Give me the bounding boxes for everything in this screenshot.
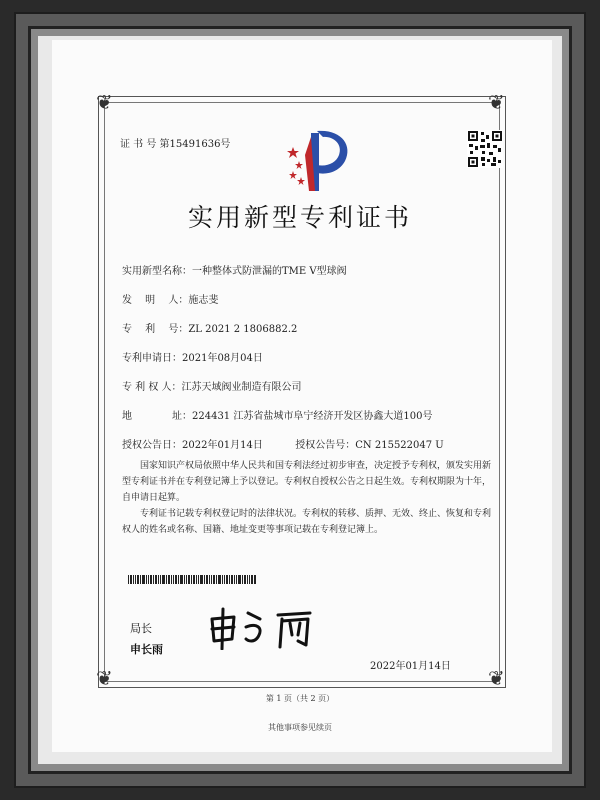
announce-date-label: 授权公告日： [122,440,182,451]
issue-date: 2022年01月14日 [370,661,451,672]
field-label: 发 明 人： [122,295,189,306]
statement-paragraph: 国家知识产权局依照中华人民共和国专利法经过初步审查，决定授予专利权，颁发实用新型专利证书并在专利登记簿上予以登记。专利权自授权公告之日起生效。专利权期限为十年，自申请日起算。 [122,461,492,503]
announce-date-value: 2022年01月14日 [182,440,263,451]
field-label: 专 利 权 人： [122,382,182,393]
announcement-row [122,436,444,451]
field-patentee [122,378,302,393]
field-value: 一种整体式防泄漏的TME V型球阀 [192,266,347,277]
field-label: 专 利 号： [122,324,189,335]
field-utility-model-name [122,262,347,277]
footer-note: 其他事项参见续页 [268,723,332,732]
qr-code-icon [467,130,503,168]
corner-ornament: ❦ [488,666,505,690]
certificate-number: 证 书 号 第15491636号 [120,139,231,150]
corner-ornament: ❦ [96,666,113,690]
field-value: 2021年08月04日 [182,353,263,364]
page-indicator: 第 1 页（共 2 页） [265,694,335,703]
certificate-title: 实用新型专利证书 [187,203,412,232]
corner-ornament: ❦ [488,90,505,114]
signatory-role: 局长 [130,622,152,635]
field-application-date [122,349,263,364]
field-value: 施志斐 [188,295,219,306]
signatory-name: 申长雨 [130,643,163,656]
statement-paragraph: 专利证书记载专利权登记时的法律状况。专利权的转移、质押、无效、终止、恢复和专利权人的姓名或名称、国籍、地址变更等事项记载在专利登记簿上。 [122,509,492,535]
field-inventor [122,291,218,306]
field-value: 江苏天域阀业制造有限公司 [181,382,302,393]
announce-number-label: 授权公告号： [295,440,356,451]
corner-ornament: ❦ [96,90,113,114]
barcode-icon [128,575,256,584]
field-patent-number [122,320,297,335]
announce-number-value: CN 215522047 U [355,440,444,451]
field-address [122,407,432,422]
field-label: 地 址： [122,411,192,422]
cnipa-logo-icon [283,125,355,195]
field-value: 224431 江苏省盐城市阜宁经济开发区协鑫大道100号 [192,411,433,422]
handwritten-signature [208,605,318,650]
field-label: 专利申请日： [122,353,182,364]
field-value: ZL 2021 2 1806882.2 [188,324,298,335]
field-label: 实用新型名称： [122,266,192,277]
